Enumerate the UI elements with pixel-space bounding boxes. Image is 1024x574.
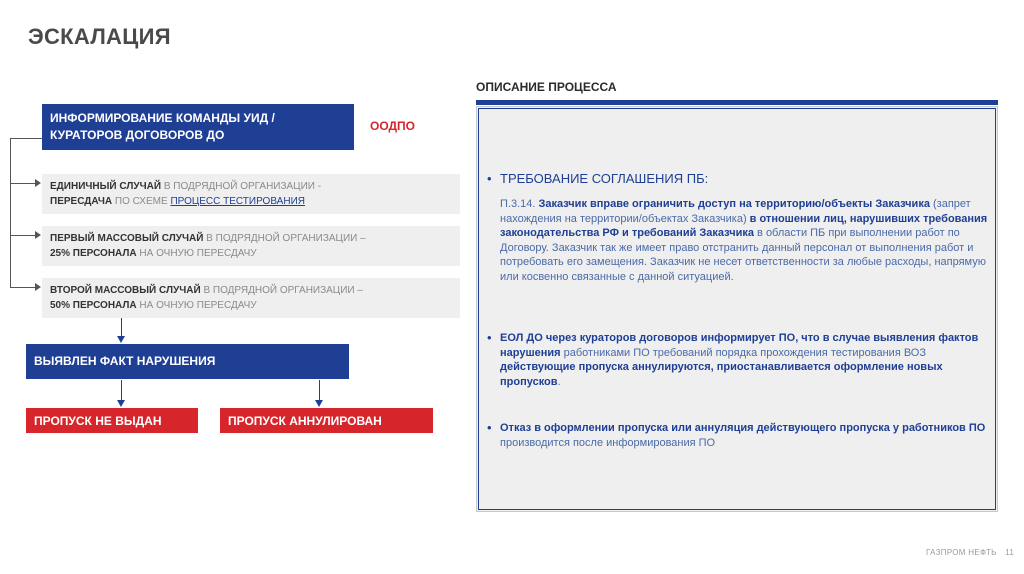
- refusal-text: Отказ в оформлении пропуска или аннуляция действующего пропуска у работников ПО производится после информирования ПО: [500, 422, 986, 449]
- arrow-down-cancelled: [319, 380, 320, 401]
- pass-not-issued-box: ПРОПУСК НЕ ВЫДАН: [26, 408, 198, 433]
- informing-box: ИНФОРМИРОВАНИЕ КОМАНДЫ УИД / КУРАТОРОВ ДОГОВОРОВ ДО: [42, 104, 354, 150]
- testing-process-link[interactable]: ПРОЦЕСС ТЕСТИРОВАНИЯ: [170, 196, 305, 207]
- pass-cancelled-box: ПРОПУСК АННУЛИРОВАН: [220, 408, 433, 433]
- page-number: 11: [1005, 548, 1015, 557]
- arrowhead-cancelled: [315, 400, 323, 407]
- arrow-to-case1: [10, 183, 36, 184]
- footer-brand: ГАЗПРОМ НЕФТЬ: [926, 548, 997, 557]
- arrowhead-not-issued: [117, 400, 125, 407]
- case-first-mass: ПЕРВЫЙ МАССОВЫЙ СЛУЧАЙ В ПОДРЯДНОЙ ОРГАНИЗАЦИИ – 25% ПЕРСОНАЛА НА ОЧНУЮ ПЕРЕСДАЧУ: [42, 226, 460, 266]
- flow-bracket: [10, 138, 42, 288]
- violation-box: ВЫЯВЛЕН ФАКТ НАРУШЕНИЯ: [26, 344, 349, 379]
- description-header-bar: [476, 100, 998, 105]
- requirement-title: ТРЕБОВАНИЕ СОГЛАШЕНИЯ ПБ:: [500, 171, 709, 186]
- bullet-1: •: [487, 171, 492, 186]
- description-header: ОПИСАНИЕ ПРОЦЕССА: [476, 80, 617, 94]
- arrow-to-case3: [10, 287, 36, 288]
- arrowhead-violation: [117, 336, 125, 343]
- oodpo-label: ООДПО: [370, 119, 416, 133]
- arrowhead-case1: [35, 179, 41, 187]
- case-second-mass: ВТОРОЙ МАССОВЫЙ СЛУЧАЙ В ПОДРЯДНОЙ ОРГАНИЗАЦИИ – 50% ПЕРСОНАЛА НА ОЧНУЮ ПЕРЕСДАЧУ: [42, 278, 460, 318]
- bullet-3: •: [487, 420, 492, 435]
- page-title: ЭСКАЛАЦИЯ: [28, 24, 171, 49]
- case-single: ЕДИНИЧНЫЙ СЛУЧАЙ В ПОДРЯДНОЙ ОРГАНИЗАЦИИ - ПЕРЕСДАЧА ПО СХЕМЕ ПРОЦЕСС ТЕСТИРОВАНИЯ: [42, 174, 460, 214]
- arrow-to-case2: [10, 235, 36, 236]
- arrow-down-not-issued: [121, 380, 122, 401]
- bullet-2: •: [487, 330, 492, 345]
- footer: [926, 548, 1014, 557]
- requirement-text: П.3.14. Заказчик вправе ограничить доступ на территорию/объекты Заказчика (запрет нахождения на территории/объектах Заказчика) в отношении лиц, нарушивших требования законодательства РФ и требований Заказчика в области ПБ при выполнении работ по Договору. Заказчик так же имеет право отстранить данный персонал от выполнения работ и потребовать его замещения. Заказчик не несет ответственности за любые расходы, напрямую или косвенно связанные с данной ситуацией.: [500, 198, 988, 283]
- eol-info-text: ЕОЛ ДО через кураторов договоров информирует ПО, что в случае выявления фактов нарушения работниками ПО требований порядка прохождения тестирования ВОЗ действующие пропуска аннулируются, приостанавливается оформление новых пропусков.: [500, 332, 979, 388]
- arrow-down-violation: [121, 318, 122, 338]
- arrowhead-case3: [35, 283, 41, 291]
- arrowhead-case2: [35, 231, 41, 239]
